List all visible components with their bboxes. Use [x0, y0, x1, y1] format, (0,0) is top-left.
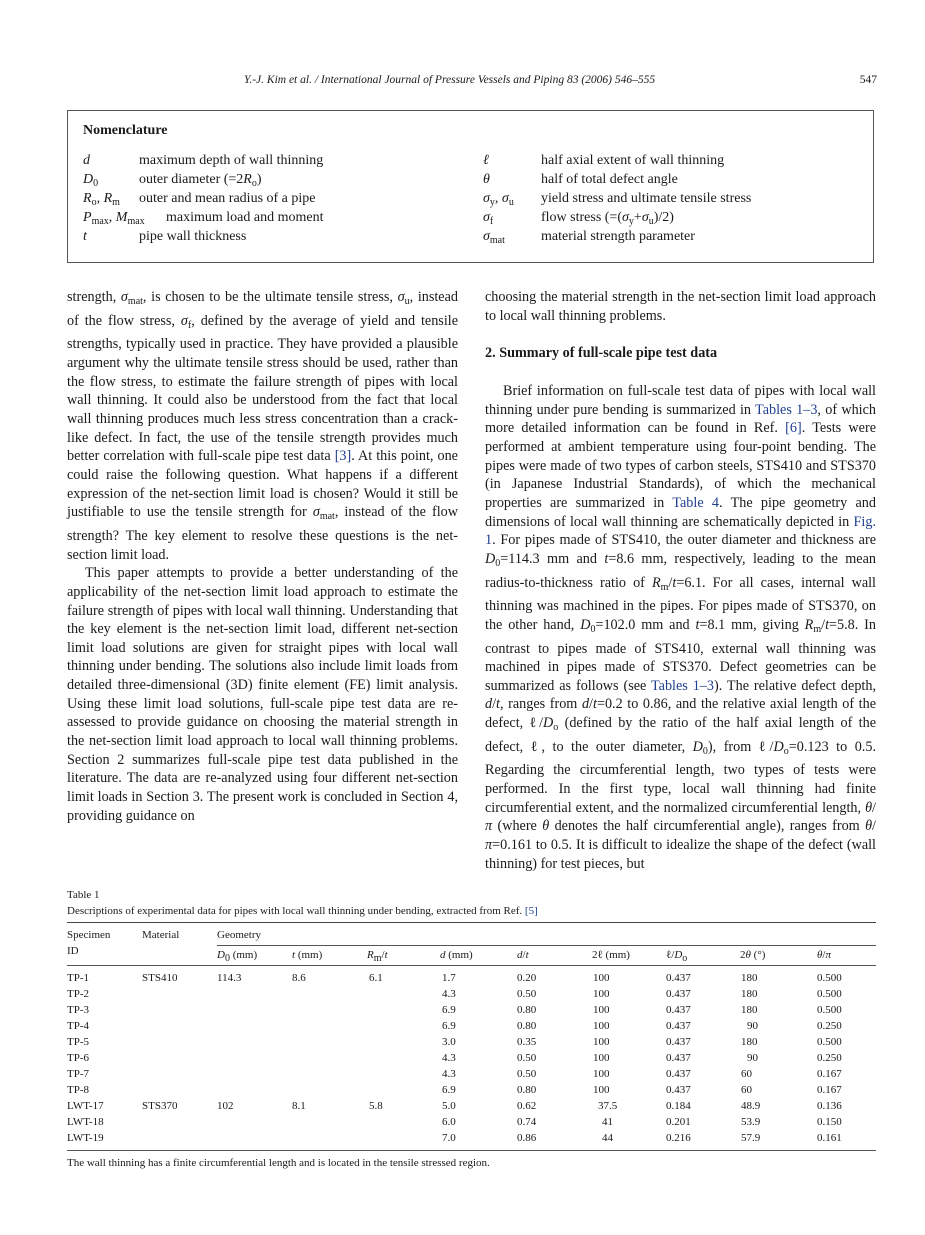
tables-1-3-link[interactable]: Tables 1–3 [755, 401, 818, 418]
cell-d: 4.3 [442, 1068, 456, 1080]
table-row [67, 1050, 876, 1066]
cell-2l: 100 [593, 1004, 610, 1016]
table-row [67, 1034, 876, 1050]
reference-link-3[interactable]: [3] [334, 448, 352, 465]
column-header-l-do: ℓ/Do [666, 949, 688, 964]
cell-2theta: 180 [741, 1004, 758, 1016]
cell-d-t: 0.80 [517, 1004, 537, 1016]
cell-2theta: 53.9 [741, 1116, 761, 1128]
nomenclature-definition: outer diameter $(=2R_o)$ [139, 172, 262, 189]
table-1 [67, 922, 876, 1169]
cell-theta-pi: 0.250 [817, 1052, 842, 1064]
cell-2l: 100 [593, 1052, 610, 1064]
table-row [67, 1066, 876, 1082]
cell-2theta: 180 [741, 972, 758, 984]
cell-2l: 100 [593, 1036, 610, 1048]
column-header-material: Material [142, 929, 180, 941]
table-bottom-rule [67, 1150, 876, 1151]
column-header-theta-pi: θ/π [817, 949, 831, 961]
table-body [67, 966, 876, 1146]
nomenclature-definition: material strength parameter [541, 229, 695, 244]
cell-2l: 44 [602, 1132, 613, 1144]
cell-d-t: 0.50 [517, 1068, 537, 1080]
cell-d: 4.3 [442, 988, 456, 1000]
cell-l-do: 0.184 [666, 1100, 691, 1112]
cell-2l: 100 [593, 988, 610, 1000]
cell-specimen: LWT-17 [67, 1100, 104, 1112]
cell-2theta: 48.9 [741, 1100, 761, 1112]
body-paragraph: This paper attempts to provide a better understanding of the applicability of the net-section limit load approach to estimate the failure strength of pipes with local wall thinning. Understanding that the key element is the net-section limit load, different net-section limit load solutions are given for straight pipes with local wall thinning under bending. The solutions also include limit loads from detailed three-dimensional (3D) finite element (FE) limit analysis. Using these limit load solutions, full-scale pipe test data are re-assessed to provide guidance on choosing the material strength in the net-section limit load approach to local wall thinning problems. Section 2 summarizes full-scale pipe test data published in the literature. The data are re-analyzed using four different net-section limit loads in Section 3. The present work is concluded in Section 4, providing guidance on [67, 565, 458, 824]
nomenclature-symbol: ℓ [483, 153, 489, 168]
cell-specimen: LWT-18 [67, 1116, 104, 1128]
page-number: 547 [859, 74, 877, 86]
cell-theta-pi: 0.167 [817, 1084, 842, 1096]
table-label: Table 1 [67, 889, 100, 901]
reference-link-5[interactable]: [5] [524, 905, 538, 917]
cell-l-do: 0.437 [666, 1084, 691, 1096]
nomenclature-entry [83, 189, 473, 208]
cell-d0: 102 [217, 1100, 234, 1112]
fig-1-link[interactable]: Fig. 1 [485, 513, 876, 549]
cell-material: STS410 [142, 972, 178, 984]
cell-d-t: 0.86 [517, 1132, 537, 1144]
cell-d-t: 0.80 [517, 1084, 537, 1096]
cell-d-t: 0.80 [517, 1020, 537, 1032]
cell-l-do: 0.437 [666, 1020, 691, 1032]
nomenclature-symbol: $P_{max}$, $M_{max}$ [83, 210, 145, 227]
cell-2theta: 180 [741, 1036, 758, 1048]
cell-l-do: 0.437 [666, 1052, 691, 1064]
cell-theta-pi: 0.500 [817, 972, 842, 984]
nomenclature-symbol: $\sigma_{mat}$ [483, 229, 505, 246]
nomenclature-definition: yield stress and ultimate tensile stress [541, 191, 752, 206]
cell-d-t: 0.74 [517, 1116, 537, 1128]
running-header [0, 74, 925, 90]
cell-l-do: 0.201 [666, 1116, 691, 1128]
cell-2l: 37.5 [598, 1100, 618, 1112]
nomenclature-definition: half of total defect angle [541, 172, 678, 187]
nomenclature-symbol: $\sigma_f$ [483, 210, 494, 227]
table-caption [67, 887, 538, 919]
nomenclature-entry [483, 227, 863, 246]
column-header-id: ID [67, 945, 79, 957]
cell-theta-pi: 0.136 [817, 1100, 842, 1112]
cell-theta-pi: 0.150 [817, 1116, 842, 1128]
cell-d: 6.9 [442, 1004, 456, 1016]
column-header-d: d (mm) [440, 949, 473, 961]
cell-d-t: 0.20 [517, 972, 537, 984]
nomenclature-definition: outer and mean radius of a pipe [139, 191, 316, 206]
nomenclature-symbol: θ [483, 172, 490, 187]
cell-l-do: 0.437 [666, 1004, 691, 1016]
cell-t: 8.6 [292, 972, 306, 984]
body-paragraph: strength, $\sigma_{mat}$, is chosen to be the ultimate tensile stress, $\sigma_u$, instead of the flow stress, $\sigma_f$, defined by the average of yield and tensile strengths, typically used in practice. They have provided a plausible argument why the ultimate tensile stress should be used, rather than the flow stress, to estimate the failure strength of pipes with local wall thinning. It could also be understood from the fact that local wall thinning produces much less stress concentration than a crack-like defect. In fact, the use of the tensile strength provides much better correlation with full-scale pipe test data [3]. At this point, one could raise the following question. What happens if a different expression of the net-section limit load is chosen? Would it still be justifiable to use the tensile strength for $\sigma_{mat}$, instead of the flow strength? The key element to resolve these questions is the net-section limit load. [67, 289, 459, 563]
cell-2theta: 60 [741, 1068, 752, 1080]
column-header-d-t: d/t [517, 949, 529, 961]
cell-specimen: TP-4 [67, 1020, 89, 1032]
cell-theta-pi: 0.500 [817, 1004, 842, 1016]
cell-theta-pi: 0.167 [817, 1068, 842, 1080]
cell-specimen: TP-1 [67, 972, 89, 984]
column-header-t: t (mm) [292, 949, 323, 961]
nomenclature-entry [483, 189, 863, 208]
journal-citation: Y.-J. Kim et al. / International Journal of Pressure Vessels and Piping 83 (2006) 546–555 [244, 74, 656, 86]
cell-2theta: 57.9 [741, 1132, 761, 1144]
nomenclature-definition: maximum load and moment [166, 210, 324, 225]
cell-theta-pi: 0.161 [817, 1132, 842, 1144]
nomenclature-box [67, 110, 874, 263]
cell-t: 8.1 [292, 1100, 306, 1112]
cell-2l: 100 [593, 1068, 610, 1080]
column-header-2l: 2ℓ (mm) [592, 949, 630, 961]
cell-specimen: TP-6 [67, 1052, 89, 1064]
table-row [67, 1082, 876, 1098]
cell-l-do: 0.437 [666, 1036, 691, 1048]
nomenclature-definition: maximum depth of wall thinning [139, 153, 324, 168]
nomenclature-symbol: $R_o$, $R_m$ [83, 191, 120, 208]
column-header-2theta: 2θ (°) [740, 949, 766, 961]
cell-material: STS370 [142, 1100, 178, 1112]
cell-d: 3.0 [442, 1036, 456, 1048]
geometry-rule [217, 945, 876, 946]
nomenclature-definition: flow stress $(=(\sigma_y+\sigma_u)/2)$ [541, 210, 674, 227]
body-paragraph: choosing the material strength in the net-section limit load approach to local wall thinning problems. [485, 289, 876, 324]
column-header-rm-t: Rm/t [367, 949, 388, 964]
cell-2theta: 60 [741, 1084, 752, 1096]
table-row [67, 1114, 876, 1130]
table-row [67, 1018, 876, 1034]
nomenclature-definition: half axial extent of wall thinning [541, 153, 725, 168]
cell-l-do: 0.437 [666, 988, 691, 1000]
column-header-geometry: Geometry [217, 929, 261, 941]
cell-l-do: 0.437 [666, 972, 691, 984]
cell-rm-t: 6.1 [369, 972, 383, 984]
table-footnote: The wall thinning has a finite circumferential length and is located in the tensile stressed region. [67, 1157, 490, 1169]
table-row [67, 1130, 876, 1146]
nomenclature-entry [83, 151, 473, 170]
cell-l-do: 0.216 [666, 1132, 691, 1144]
cell-d-t: 0.50 [517, 1052, 537, 1064]
nomenclature-entry [83, 227, 473, 246]
nomenclature-entry [83, 208, 473, 227]
cell-d: 6.0 [442, 1116, 456, 1128]
cell-2l: 41 [602, 1116, 613, 1128]
body-paragraph: Brief information on full-scale test data of pipes with local wall thinning under pure bending is summarized in Tables 1–3, of which more detailed information can be found in Ref. [6]. Tests were performed at ambient temperature using four-point bending. The pipes were made of two types of carbon steels, STS410 and STS370 (in Japanese Industrial Standards), of which the mechanical properties are summarized in Table 4. The pipe geometry and dimensions of local wall thinning are schematically depicted in Fig. 1. For pipes made of STS410, the outer diameter and thickness are $D_0=114.3$ mm and t=8.6 mm, respectively, leading to the mean radius-to-thickness ratio of $R_m/t=6.1$. For all cases, internal wall thinning was machined in the pipes. For pipes made of STS370, on the other hand, $D_0=102.0$ mm and t=8.1 mm, giving $R_m/t=5.8$. In contrast to pipes made of STS410, external wall thinning was machined in pipes made of STS370. Defect geometries can be summarized as follows (see Tables 1–3). The relative defect depth, d/t, ranges from d/t=0.2 to 0.86, and the relative axial length of the defect, $\ell/D_o$ (defined by the ratio of the half axial length of the defect, ℓ, to the outer diameter, $D_0$), from $\ell/D_o=0.123$ to 0.5. Regarding the circumferential length, two types of tests were performed. In the first type, local wall thinning had finite circumferential extent, and the normalized circumferential length, θ/π (where θ denotes the half circumferential angle), ranges from θ/π=0.161 to 0.5. It is difficult to idealize the shape of the defect (wall thinning) for test pieces, but [485, 382, 877, 872]
column-header-d0: D0 (mm) [217, 949, 258, 964]
cell-d: 7.0 [442, 1132, 456, 1144]
cell-rm-t: 5.8 [369, 1100, 383, 1112]
nomenclature-definition: pipe wall thickness [139, 229, 247, 244]
nomenclature-title: Nomenclature [83, 123, 168, 138]
cell-theta-pi: 0.500 [817, 1036, 842, 1048]
cell-l-do: 0.437 [666, 1068, 691, 1080]
cell-theta-pi: 0.500 [817, 988, 842, 1000]
nomenclature-symbol: d [83, 153, 90, 168]
cell-d: 1.7 [442, 972, 456, 984]
left-text-column [67, 288, 458, 825]
nomenclature-entry [483, 208, 863, 227]
table-header [67, 923, 876, 965]
cell-d-t: 0.35 [517, 1036, 537, 1048]
cell-2theta: 90 [747, 1020, 758, 1032]
cell-specimen: TP-5 [67, 1036, 89, 1048]
table-row [67, 1098, 876, 1114]
reference-link-6[interactable]: [6] [785, 420, 802, 437]
cell-d: 6.9 [442, 1020, 456, 1032]
cell-specimen: TP-8 [67, 1084, 89, 1096]
cell-d-t: 0.50 [517, 988, 537, 1000]
nomenclature-symbol: $D_0$ [83, 172, 99, 189]
table-row [67, 986, 876, 1002]
cell-2l: 100 [593, 972, 610, 984]
cell-specimen: TP-2 [67, 988, 89, 1000]
column-header-specimen: Specimen [67, 929, 111, 941]
tables-1-3-link[interactable]: Tables 1–3 [650, 677, 714, 694]
section-heading: 2. Summary of full-scale pipe test data [485, 345, 718, 362]
cell-specimen: TP-7 [67, 1068, 89, 1080]
cell-d: 4.3 [442, 1052, 456, 1064]
cell-d0: 114.3 [217, 972, 242, 984]
cell-theta-pi: 0.250 [817, 1020, 842, 1032]
table-4-link[interactable]: Table 4 [672, 494, 719, 511]
table-row [67, 970, 876, 986]
cell-2theta: 180 [741, 988, 758, 1000]
nomenclature-entry [483, 170, 863, 189]
nomenclature-left-column [83, 151, 473, 246]
cell-d: 5.0 [442, 1100, 456, 1112]
cell-d-t: 0.62 [517, 1100, 537, 1112]
nomenclature-entry [483, 151, 863, 170]
cell-2theta: 90 [747, 1052, 758, 1064]
cell-2l: 100 [593, 1020, 610, 1032]
cell-specimen: LWT-19 [67, 1132, 104, 1144]
nomenclature-symbol: $\sigma_y$, $\sigma_u$ [483, 191, 514, 208]
table-description: Descriptions of experimental data for pipes with local wall thinning under bending, extracted from Ref. [5] [67, 905, 538, 917]
right-text-column [485, 288, 876, 873]
nomenclature-entry [83, 170, 473, 189]
cell-specimen: TP-3 [67, 1004, 89, 1016]
cell-2l: 100 [593, 1084, 610, 1096]
table-row [67, 1002, 876, 1018]
cell-d: 6.9 [442, 1084, 456, 1096]
nomenclature-right-column [483, 151, 863, 246]
nomenclature-symbol: t [83, 229, 87, 244]
